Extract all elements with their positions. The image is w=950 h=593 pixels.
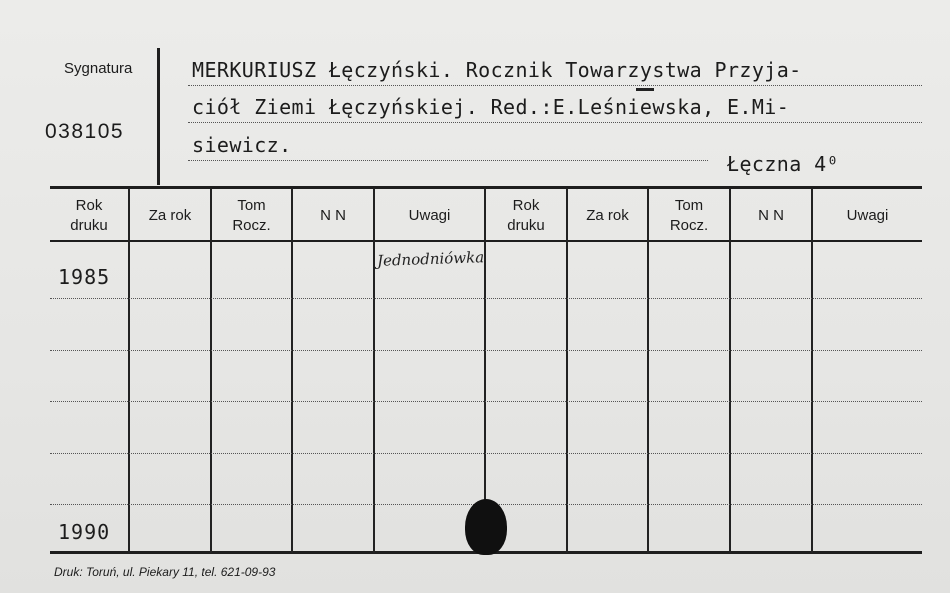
dotted-rule [188, 160, 708, 161]
header-rok-druku: Rok druku [70, 197, 108, 234]
typewriter-mark [636, 88, 654, 91]
row-line [50, 298, 922, 299]
signatura-value: 038105 [45, 120, 125, 143]
column-separator [811, 188, 813, 553]
row-line [50, 350, 922, 351]
column-separator [210, 188, 212, 553]
row-line [50, 453, 922, 454]
header-nn: N N [320, 207, 346, 224]
header-za-rok: Za rok [148, 207, 192, 224]
header-tom-rocz-2: Tom Rocz. [669, 197, 709, 234]
handwritten-note: Jednodniówka [376, 248, 485, 270]
table-header-rule [50, 240, 922, 242]
column-separator [647, 188, 649, 553]
printer-footer: Druk: Toruń, ul. Piekary 11, tel. 621-09-93 [54, 565, 276, 579]
header-rok-druku-2: Rok druku [507, 197, 545, 234]
title-line-1: MERKURIUSZ Łęczyński. Rocznik Towarzystwa Przyja- [192, 58, 802, 82]
year-first: 1985 [58, 265, 111, 289]
column-separator [291, 188, 293, 553]
year-last: 1990 [58, 520, 111, 544]
column-separator [729, 188, 731, 553]
dotted-rule [188, 122, 922, 123]
row-line [50, 401, 922, 402]
title-line-3: siewicz. [192, 133, 292, 157]
column-separator [373, 188, 375, 553]
signatura-label: Sygnatura [64, 60, 133, 77]
header-uwagi-2: Uwagi [846, 207, 889, 224]
table-top-rule [50, 186, 922, 189]
header-nn-2: N N [758, 207, 784, 224]
header-za-rok-2: Za rok [586, 207, 629, 224]
title-line-2: ciół Ziemi Łęczyńskiej. Red.:E.Leśniewska, E.Mi- [192, 95, 790, 119]
column-separator [566, 188, 568, 553]
column-separator [128, 188, 130, 553]
place-and-format: Łęczna 4⁰ [727, 152, 839, 176]
punch-hole [465, 499, 507, 555]
signatura-separator [157, 48, 160, 185]
dotted-rule [188, 85, 922, 86]
header-uwagi: Uwagi [408, 207, 451, 224]
header-tom-rocz: Tom Rocz. [232, 197, 271, 234]
